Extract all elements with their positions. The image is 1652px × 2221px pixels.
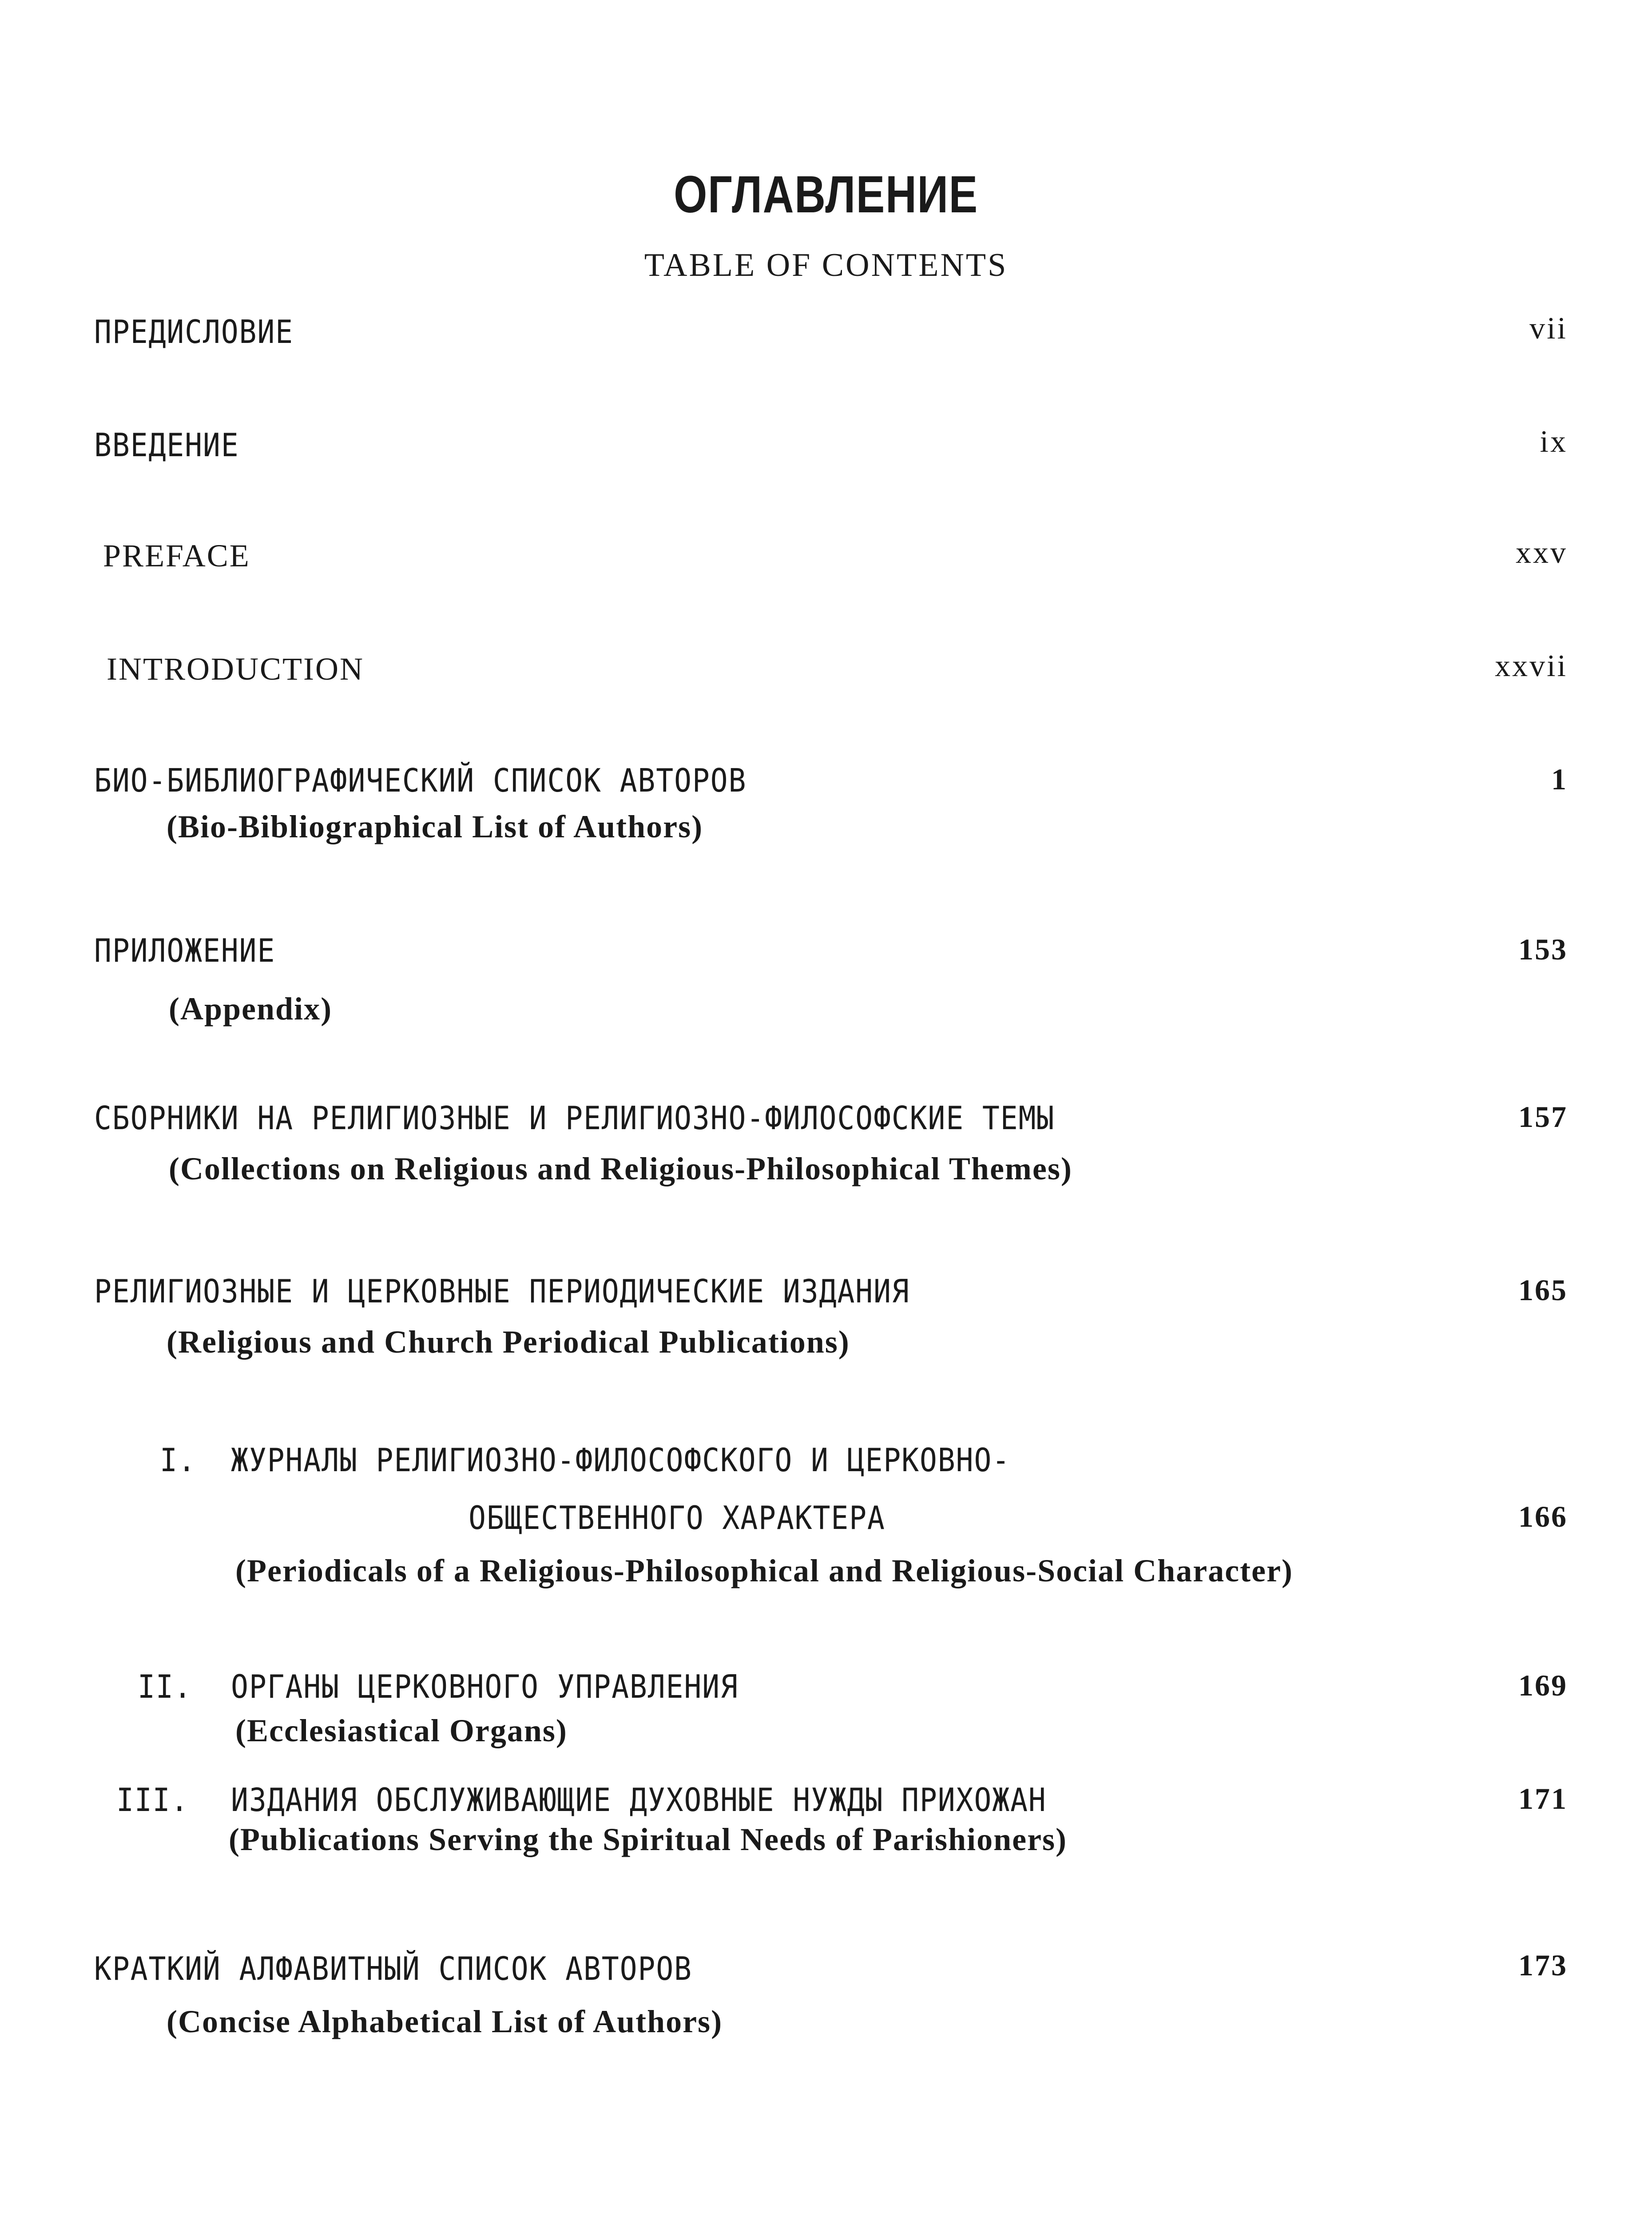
toc-entry-periodicals-title: РЕЛИГИОЗНЫЕ И ЦЕРКОВНЫЕ ПЕРИОДИЧЕСКИЕ ИЗДАНИЯ: [94, 1273, 910, 1310]
toc-entry-bio-page: 1: [1551, 762, 1568, 796]
toc-section-3-title: ИЗДАНИЯ ОБСЛУЖИВАЮЩИЕ ДУХОВНЫЕ НУЖДЫ ПРИХОЖАН: [231, 1781, 1047, 1819]
page-subtitle: TABLE OF CONTENTS: [644, 247, 1008, 283]
toc-entry-appendix-page: 153: [1518, 932, 1568, 966]
toc-section-3-page: 171: [1518, 1782, 1568, 1815]
toc-entry-bio-translation: (Bio-Bibliographical List of Authors): [167, 809, 703, 844]
toc-entry-periodicals-page: 165: [1518, 1273, 1568, 1307]
toc-entry-preface-page: xxv: [1516, 536, 1568, 570]
toc-entry-appendix-title: ПРИЛОЖЕНИЕ: [94, 932, 276, 969]
toc-section-2-translation: (Ecclesiastical Organs): [235, 1713, 568, 1748]
toc-section-3-numeral: III.: [116, 1781, 189, 1819]
toc-section-1-title-line2: ОБЩЕСТВЕННОГО ХАРАКТЕРА: [469, 1499, 886, 1536]
toc-section-3-translation: (Publications Serving the Spiritual Needs of Parishioners): [229, 1822, 1068, 1857]
toc-entry-concise-title: КРАТКИЙ АЛФАВИТНЫЙ СПИСОК АВТОРОВ: [94, 1950, 692, 1987]
toc-entry-preface-title: PREFACE: [103, 538, 250, 573]
toc-entry-bio-title: БИО-БИБЛИОГРАФИЧЕСКИЙ СПИСОК АВТОРОВ: [94, 762, 747, 799]
toc-entry-predislovie-page: vii: [1529, 311, 1568, 346]
toc-section-2-page: 169: [1518, 1668, 1568, 1702]
toc-entry-predislovie-title: ПРЕДИСЛОВИЕ: [94, 313, 294, 350]
toc-section-1-translation: (Periodicals of a Religious-Philosophical and Religious-Social Character): [235, 1553, 1293, 1588]
toc-section-1-page: 166: [1518, 1500, 1568, 1533]
toc-entry-introduction-title: INTRODUCTION: [107, 651, 364, 687]
toc-entry-introduction-page: xxvii: [1495, 649, 1568, 683]
toc-entry-collections-translation: (Collections on Religious and Religious-Philosophical Themes): [169, 1151, 1072, 1186]
toc-section-2-title: ОРГАНЫ ЦЕРКОВНОГО УПРАВЛЕНИЯ: [231, 1668, 739, 1705]
toc-entry-vvedenie-page: ix: [1540, 425, 1568, 459]
toc-entry-periodicals-translation: (Religious and Church Periodical Publications): [167, 1324, 850, 1360]
toc-section-2-numeral: II.: [138, 1668, 192, 1705]
toc-entry-appendix-translation: (Appendix): [169, 991, 333, 1027]
toc-entry-collections-title: СБОРНИКИ НА РЕЛИГИОЗНЫЕ И РЕЛИГИОЗНО-ФИЛОСОФСКИЕ ТЕМЫ: [94, 1099, 1055, 1137]
page-title: ОГЛАВЛЕНИЕ: [674, 165, 978, 224]
toc-entry-concise-translation: (Concise Alphabetical List of Authors): [167, 2004, 723, 2039]
toc-entry-concise-page: 173: [1518, 1948, 1568, 1982]
toc-section-1-numeral: I.: [160, 1441, 196, 1479]
toc-entry-vvedenie-title: ВВЕДЕНИЕ: [94, 426, 239, 464]
toc-section-1-title-line1: ЖУРНАЛЫ РЕЛИГИОЗНО-ФИЛОСОФСКОГО И ЦЕРКОВНО-: [231, 1441, 1010, 1479]
toc-entry-collections-page: 157: [1518, 1100, 1568, 1134]
